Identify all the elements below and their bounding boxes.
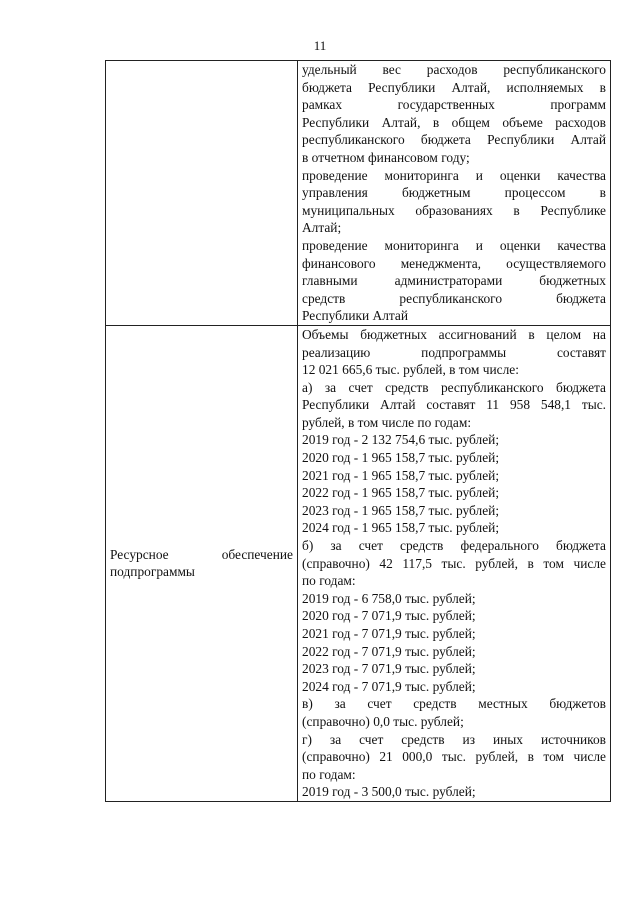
content-line: 12 021 665,6 тыс. рублей, в том числе: [302, 362, 519, 378]
content-line: управления бюджетным процессом в [302, 185, 606, 201]
content-line: Алтай; [302, 220, 342, 236]
content-line: средств республиканского бюджета [302, 290, 606, 306]
content-line: в) за счет средств местных бюджетов [302, 696, 606, 712]
content-line: 2021 год - 1 965 158,7 тыс. рублей; [302, 467, 500, 483]
content-line: Республики Алтай, в общем объеме расходов [302, 114, 606, 130]
content-line: 2019 год - 2 132 754,6 тыс. рублей; [302, 432, 500, 448]
content-line: бюджета Республики Алтай, исполняемых в [302, 79, 606, 95]
row-label-cell [106, 61, 298, 326]
content-line: б) за счет средств федерального бюджета [302, 538, 606, 554]
content-line: муниципальных образованиях в Республике [302, 202, 606, 218]
content-line: рублей, в том числе по годам: [302, 414, 472, 430]
content-line: Республики Алтай составят 11 958 548,1 тыс. [302, 397, 606, 413]
content-line: финансового менеджмента, осуществляемого [302, 255, 606, 271]
content-line: 2023 год - 7 071,9 тыс. рублей; [302, 661, 476, 677]
content-line: по годам: [302, 573, 356, 589]
content-line: рамках государственных программ [302, 97, 606, 113]
content-line: 2023 год - 1 965 158,7 тыс. рублей; [302, 502, 500, 518]
table-row [106, 325, 611, 801]
content-line: 2019 год - 6 758,0 тыс. рублей; [302, 590, 476, 606]
passport-table [105, 60, 611, 802]
row-content-cell [298, 61, 611, 326]
content-line: (справочно) 42 117,5 тыс. рублей, в том числе [302, 555, 606, 571]
resource-label-line-1: Ресурсное обеспечение [110, 546, 293, 562]
content-line: 2021 год - 7 071,9 тыс. рублей; [302, 626, 476, 641]
content-line: 2024 год - 1 965 158,7 тыс. рублей; [302, 520, 500, 536]
content-line: главными администраторами бюджетных [302, 273, 606, 289]
content-line: 2024 год - 7 071,9 тыс. рублей; [302, 678, 476, 694]
resource-label-line-2: подпрограммы [110, 564, 195, 580]
content-line: Республики Алтай [302, 308, 409, 324]
content-line: республиканского бюджета Республики Алтай [302, 132, 606, 148]
content-line: проведение мониторинга и оценки качества [302, 167, 606, 183]
content-line: удельный вес расходов республиканского [302, 62, 606, 77]
content-line: г) за счет средств из иных источников [302, 731, 606, 747]
content-line: (справочно) 21 000,0 тыс. рублей, в том числе [302, 749, 606, 765]
content-line: по годам: [302, 766, 356, 782]
content-line: 2019 год - 3 500,0 тыс. рублей; [302, 784, 476, 800]
content-line: 2022 год - 1 965 158,7 тыс. рублей; [302, 485, 500, 501]
content-line: 2020 год - 1 965 158,7 тыс. рублей; [302, 450, 500, 466]
content-line: проведение мониторинга и оценки качества [302, 237, 606, 253]
content-line: 2020 год - 7 071,9 тыс. рублей; [302, 608, 476, 624]
content-line: 2022 год - 7 071,9 тыс. рублей; [302, 643, 476, 659]
table-row [106, 61, 611, 326]
resource-label-cell [106, 325, 298, 801]
resource-content-cell [298, 325, 611, 801]
content-line: а) за счет средств республиканского бюджета [302, 379, 606, 395]
content-line: Объемы бюджетных ассигнований в целом на [302, 326, 606, 342]
content-line: в отчетном финансовом году; [302, 149, 470, 165]
page-number: 11 [313, 38, 327, 53]
content-line: реализацию подпрограммы составят [302, 344, 606, 360]
content-line: (справочно) 0,0 тыс. рублей; [302, 713, 464, 729]
